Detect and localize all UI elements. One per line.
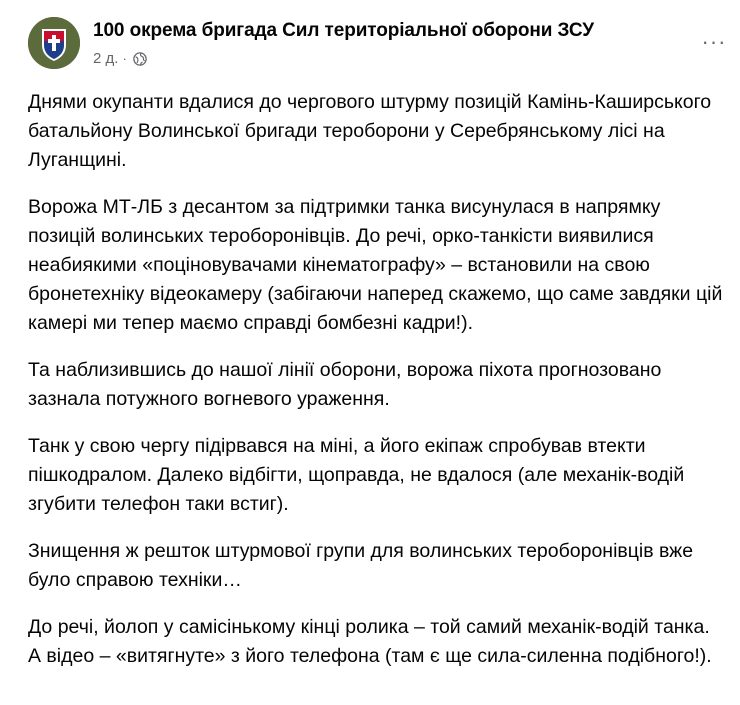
post-paragraph: Та наблизившись до нашої лінії оборони, ворожа піхота прогнозовано зазнала потужного вогневого ураження.	[28, 359, 662, 410]
brigade-emblem-icon	[28, 17, 80, 69]
more-options-icon: ···	[701, 29, 727, 54]
more-options-button[interactable]	[696, 24, 732, 60]
page-name-link[interactable]: 100 окрема бригада Сил територіальної оборони ЗСУ	[93, 20, 594, 41]
post-paragraph: Днями окупанти вдалися до чергового штурму позицій Камінь-Каширського батальйону Волинської бригади тероборони у Серебрянському лісі на Луганщині.	[28, 91, 712, 171]
post-paragraph: Танк у свою чергу підірвався на міні, а його екіпаж спробував втекти пішкодралом. Далеко відбігти, щоправда, не вдалося (але механік-водій згубити телефон таки встиг).	[28, 435, 685, 515]
post-header	[28, 14, 728, 74]
post-paragraph: Ворожа МТ-ЛБ з десантом за підтримки танка висунулася в напрямку позицій волинських тероборонівців. До речі, орко-танкісти виявилися неабиякими «поціновувачами кінематографу» – встановили на свою бронетехніку відеокамеру (забігаючи наперед скажемо, що саме завдяки цій камері ми тепер маємо справді бомбезні кадри!).	[28, 196, 723, 334]
page-avatar[interactable]	[28, 17, 80, 69]
post-paragraph: До речі, йолоп у самісінькому кінці ролика – той самий механік-водій танка. А відео – «витягнуте» з його телефона (там є ще сила-силенна подібного!).	[28, 616, 712, 667]
post-timestamp[interactable]: 2 д.	[93, 50, 119, 67]
post-meta	[93, 50, 147, 67]
meta-separator: ·	[122, 51, 127, 66]
post-paragraph: Знищення ж решток штурмової групи для волинських тероборонівців вже було справою техніки…	[28, 540, 694, 591]
post-text	[28, 88, 728, 689]
globe-icon[interactable]	[133, 52, 147, 66]
